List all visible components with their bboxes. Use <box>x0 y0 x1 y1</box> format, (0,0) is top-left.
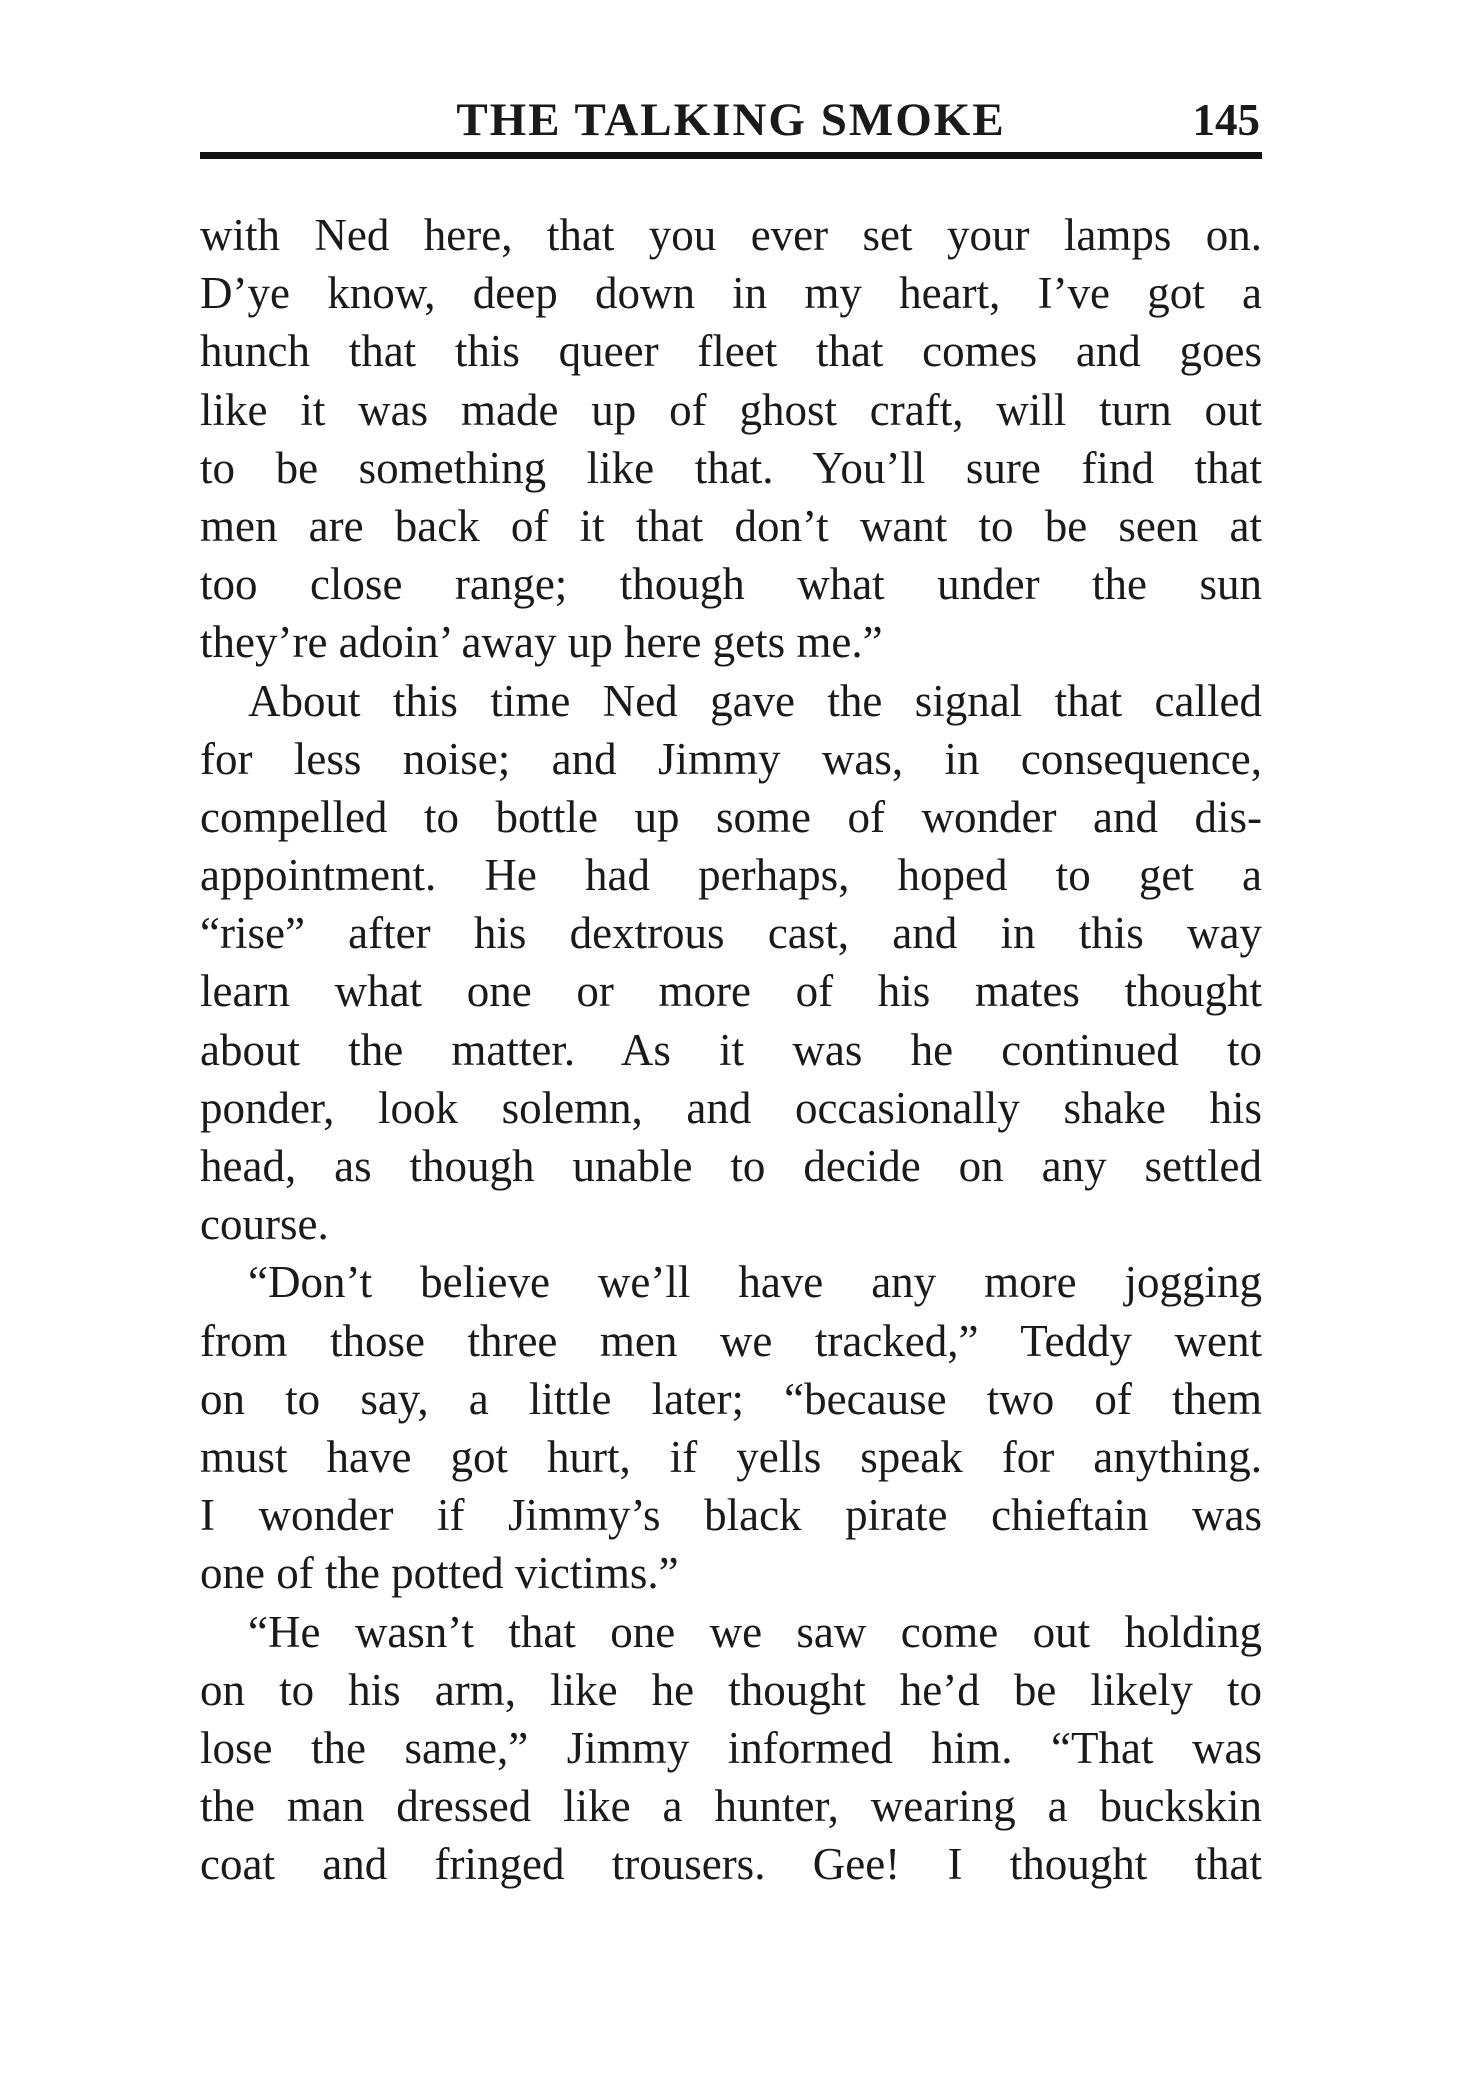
text-line: compelled to bottle up some of wonder and dis- <box>200 791 1262 842</box>
text-line: they’re adoin’ away up here gets me.” <box>200 617 883 668</box>
text-line: course. <box>200 1199 329 1250</box>
text-line: “Don’t believe we’ll have any more jogging <box>248 1257 1262 1308</box>
header-rule <box>200 152 1262 159</box>
text-line: on to his arm, like he thought he’d be likely to <box>200 1664 1262 1715</box>
text-line: the man dressed like a hunter, wearing a buckskin <box>200 1781 1262 1832</box>
text-line: ponder, look solemn, and occasionally shake his <box>200 1082 1262 1133</box>
text-line: to be something like that. You’ll sure find that <box>200 442 1262 493</box>
text-line: I wonder if Jimmy’s black pirate chieftain was <box>200 1490 1262 1541</box>
running-title: THE TALKING SMOKE <box>456 94 1006 146</box>
running-header <box>200 92 1262 152</box>
body-text <box>200 206 1262 1893</box>
text-line: for less noise; and Jimmy was, in consequence, <box>200 733 1262 784</box>
text-line: one of the potted victims.” <box>200 1548 679 1599</box>
text-line: “rise” after his dextrous cast, and in this way <box>200 908 1262 959</box>
text-line: too close range; though what under the sun <box>200 559 1262 610</box>
text-line: like it was made up of ghost craft, will turn out <box>200 384 1262 435</box>
text-line: must have got hurt, if yells speak for anything. <box>200 1431 1262 1482</box>
text-line: appointment. He had perhaps, hoped to get a <box>200 850 1262 901</box>
text-line: with Ned here, that you ever set your lamps on. <box>200 210 1262 260</box>
page-number: 145 <box>1192 95 1260 145</box>
text-line: “He wasn’t that one we saw come out holding <box>248 1606 1262 1657</box>
text-line: lose the same,” Jimmy informed him. “That was <box>200 1722 1262 1773</box>
text-line: about the matter. As it was he continued to <box>200 1024 1262 1075</box>
text-line: from those three men we tracked,” Teddy went <box>200 1315 1262 1366</box>
text-line: coat and fringed trousers. Gee! I thought that <box>200 1839 1262 1890</box>
text-line: D’ye know, deep down in my heart, I’ve got a <box>200 268 1262 319</box>
text-line: hunch that this queer fleet that comes and goes <box>200 326 1262 377</box>
text-line: About this time Ned gave the signal that called <box>248 675 1262 726</box>
text-line: learn what one or more of his mates thought <box>200 966 1262 1017</box>
text-line: men are back of it that don’t want to be seen at <box>200 500 1262 551</box>
text-line: head, as though unable to decide on any settled <box>200 1141 1262 1191</box>
text-line: on to say, a little later; “because two of them <box>200 1373 1262 1424</box>
